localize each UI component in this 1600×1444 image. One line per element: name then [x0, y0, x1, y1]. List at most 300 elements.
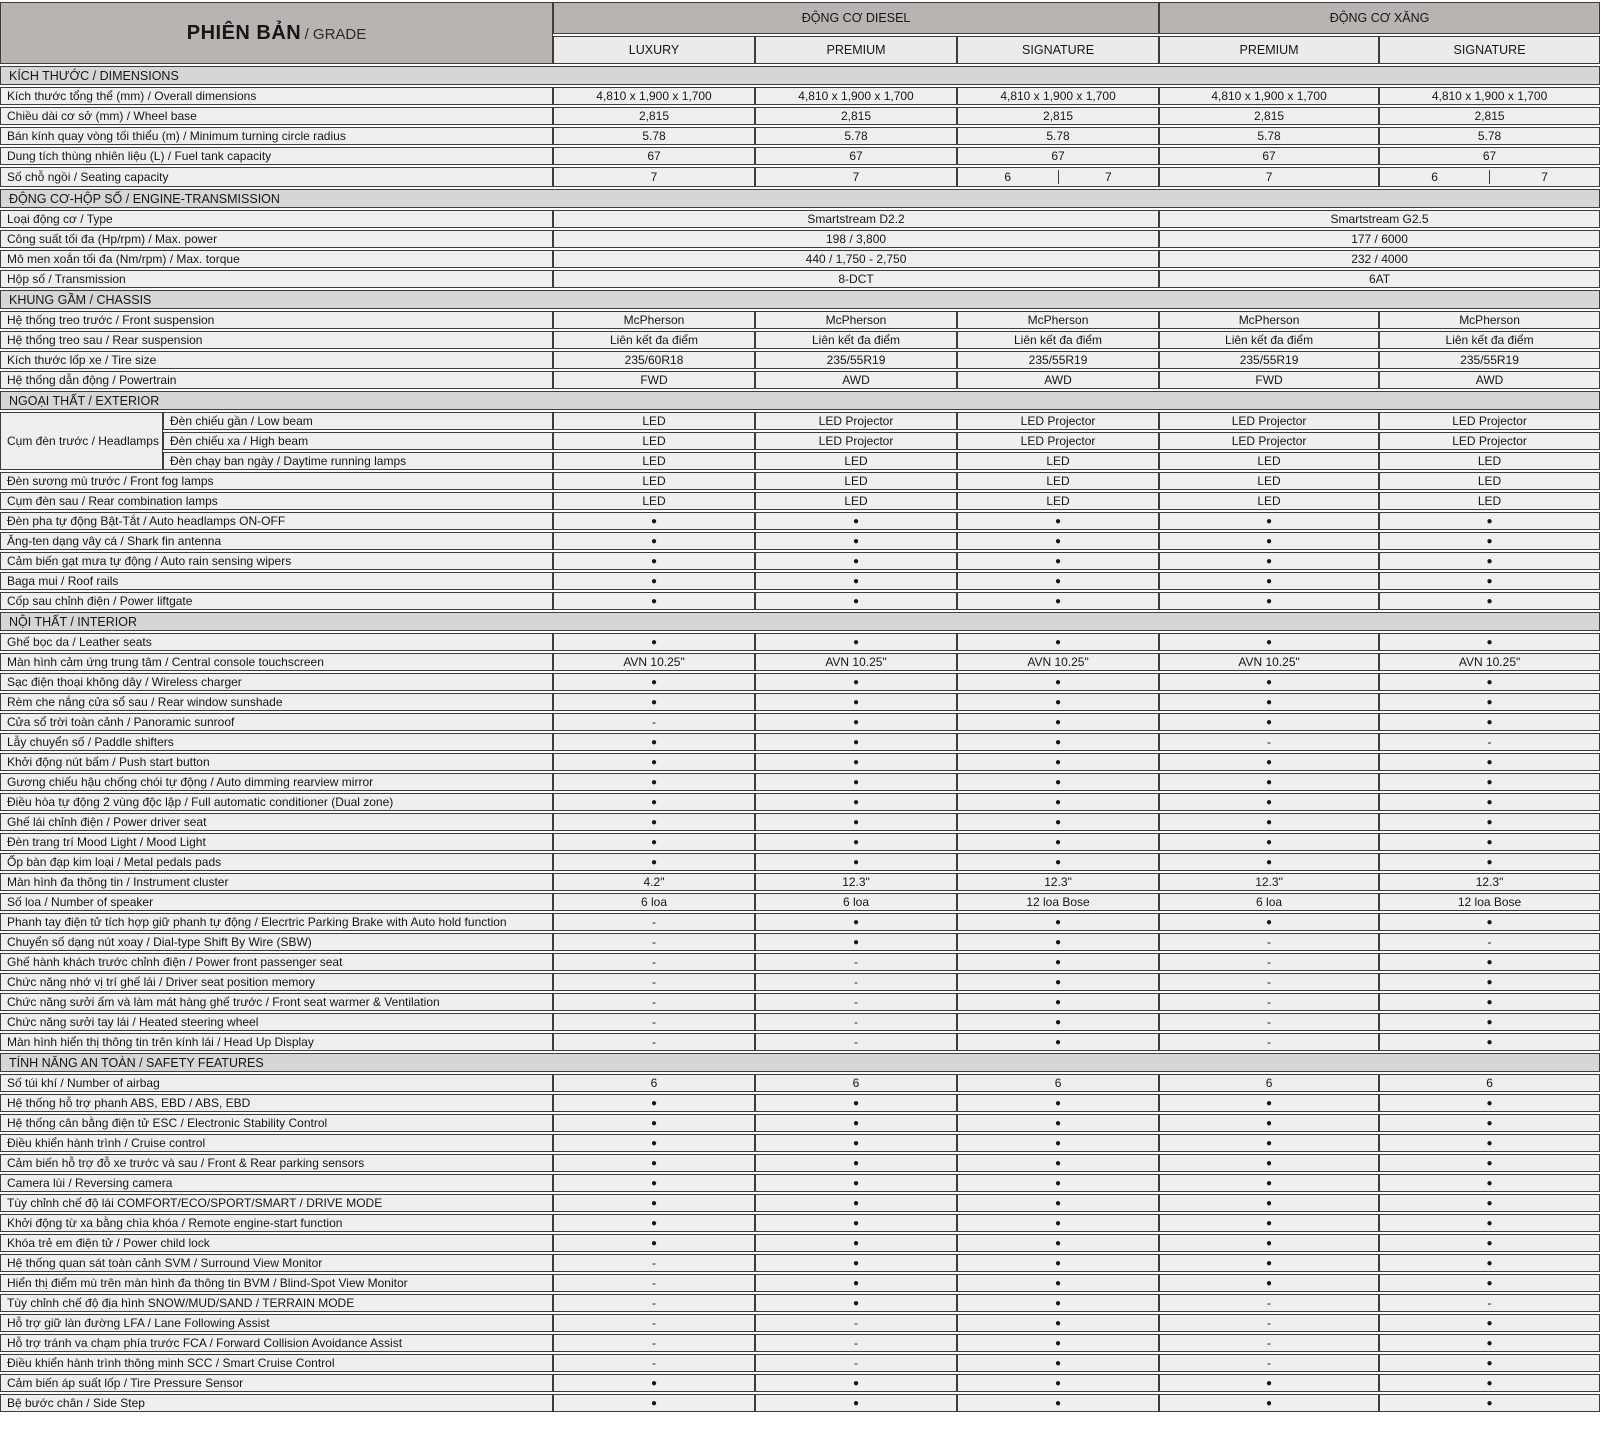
row-label: Hệ thống treo sau / Rear suspension	[0, 331, 553, 349]
value-cell: -	[755, 1354, 957, 1372]
value-cell: ●	[957, 1094, 1159, 1112]
value-cell: ●	[957, 693, 1159, 711]
value-cell: 4,810 x 1,900 x 1,700	[755, 87, 957, 105]
row-label: Hỗ trợ tránh va chạm phía trước FCA / Forward Collision Avoidance Assist	[0, 1334, 553, 1352]
value-cell: ●	[957, 1214, 1159, 1232]
value-cell: -	[553, 973, 755, 991]
spec-row	[0, 1254, 1600, 1272]
column-header-luxury: LUXURY	[553, 36, 755, 64]
value-cell: LED	[755, 492, 957, 510]
value-cell: Liên kết đa điểm	[755, 331, 957, 349]
value-cell: LED	[1379, 452, 1600, 470]
spec-row	[0, 1374, 1600, 1392]
value-cell: ●	[957, 592, 1159, 610]
value-cell: LED Projector	[1379, 432, 1600, 450]
row-label: Tùy chỉnh chế độ lái COMFORT/ECO/SPORT/SMART / DRIVE MODE	[0, 1194, 553, 1212]
row-label: Số chỗ ngồi / Seating capacity	[0, 167, 553, 187]
value-cell: 6	[553, 1074, 755, 1092]
value-cell: ●	[1379, 1194, 1600, 1212]
spec-row	[0, 1013, 1600, 1031]
spec-row	[0, 230, 1600, 248]
value-cell: 6	[957, 1074, 1159, 1092]
spec-row	[0, 1114, 1600, 1132]
value-cell: ●	[553, 1094, 755, 1112]
value-cell: ●	[1379, 973, 1600, 991]
value-cell: ●	[755, 1254, 957, 1272]
value-cell: 4.2"	[553, 873, 755, 891]
spec-row	[0, 1033, 1600, 1051]
value-cell: ●	[1379, 512, 1600, 530]
spec-row	[0, 351, 1600, 369]
value-cell: -	[553, 1254, 755, 1272]
section-header-row	[0, 189, 1600, 208]
value-cell: ●	[553, 693, 755, 711]
value-cell: -	[553, 1274, 755, 1292]
value-cell: 12.3"	[1159, 873, 1379, 891]
value-cell	[957, 167, 1159, 187]
value-cell: 7	[755, 167, 957, 187]
section-header: KÍCH THƯỚC / DIMENSIONS	[0, 66, 1600, 85]
value-cell: LED	[1379, 472, 1600, 490]
value-cell: ●	[957, 1114, 1159, 1132]
value-cell: FWD	[553, 371, 755, 389]
spec-row	[0, 512, 1600, 530]
spec-row	[0, 270, 1600, 288]
spec-row	[0, 167, 1600, 187]
section-header: TÍNH NĂNG AN TOÀN / SAFETY FEATURES	[0, 1053, 1600, 1072]
spec-row	[0, 993, 1600, 1011]
row-label: Khởi động từ xa bằng chìa khóa / Remote engine-start function	[0, 1214, 553, 1232]
row-label: Kích thước tổng thể (mm) / Overall dimensions	[0, 87, 553, 105]
value-cell: LED	[553, 472, 755, 490]
value-cell: ●	[755, 1374, 957, 1392]
spec-row	[0, 633, 1600, 651]
spec-row	[0, 953, 1600, 971]
value-cell: Liên kết đa điểm	[1159, 331, 1379, 349]
value-cell: ●	[1159, 532, 1379, 550]
value-cell: 2,815	[957, 107, 1159, 125]
value-cell: ●	[1159, 773, 1379, 791]
value-cell: ●	[553, 1114, 755, 1132]
spec-row	[0, 147, 1600, 165]
spec-row	[0, 572, 1600, 590]
value-cell: -	[1159, 1354, 1379, 1372]
engine-group-diesel: ĐỘNG CƠ DIESEL	[553, 2, 1159, 34]
value-cell-half: 7	[1058, 170, 1159, 184]
value-cell: ●	[957, 753, 1159, 771]
value-cell: LED	[553, 412, 755, 430]
value-cell: ●	[755, 753, 957, 771]
value-cell: ●	[1159, 793, 1379, 811]
value-cell: ●	[1379, 1013, 1600, 1031]
spec-row	[0, 1394, 1600, 1412]
row-label: Loại động cơ / Type	[0, 210, 553, 228]
value-cell: ●	[553, 853, 755, 871]
value-cell: -	[1159, 1334, 1379, 1352]
value-cell: ●	[957, 512, 1159, 530]
value-cell: ●	[553, 1214, 755, 1232]
value-cell: ●	[1159, 1174, 1379, 1192]
value-cell: ●	[755, 1294, 957, 1312]
value-cell: 67	[553, 147, 755, 165]
value-cell: 232 / 4000	[1159, 250, 1600, 268]
value-cell: ●	[957, 953, 1159, 971]
value-cell: -	[1159, 953, 1379, 971]
value-cell: ●	[1159, 1374, 1379, 1392]
value-cell: ●	[1379, 813, 1600, 831]
value-cell: ●	[553, 1174, 755, 1192]
value-cell: ●	[1159, 1234, 1379, 1252]
row-label: Cảm biến hỗ trợ đỗ xe trước và sau / Front & Rear parking sensors	[0, 1154, 553, 1172]
value-cell: ●	[755, 512, 957, 530]
value-cell: ●	[755, 1134, 957, 1152]
value-cell: -	[1159, 993, 1379, 1011]
spec-row	[0, 127, 1600, 145]
value-cell: 67	[957, 147, 1159, 165]
column-header-signature-diesel: SIGNATURE	[957, 36, 1159, 64]
section-header: KHUNG GẦM / CHASSIS	[0, 290, 1600, 309]
value-cell: LED Projector	[755, 412, 957, 430]
value-cell: ●	[1379, 1394, 1600, 1412]
value-cell: ●	[1379, 913, 1600, 931]
row-label: Tùy chỉnh chế độ địa hình SNOW/MUD/SAND / TERRAIN MODE	[0, 1294, 553, 1312]
spec-row	[0, 793, 1600, 811]
value-cell: -	[755, 1033, 957, 1051]
value-cell: ●	[957, 633, 1159, 651]
value-cell: 440 / 1,750 - 2,750	[553, 250, 1159, 268]
section-header-row	[0, 1053, 1600, 1072]
value-cell: ●	[755, 693, 957, 711]
value-cell: Smartstream G2.5	[1159, 210, 1600, 228]
value-cell: ●	[553, 753, 755, 771]
value-cell: ●	[957, 1013, 1159, 1031]
value-cell: ●	[755, 793, 957, 811]
spec-row	[0, 973, 1600, 991]
value-cell: ●	[957, 1374, 1159, 1392]
value-cell: Liên kết đa điểm	[1379, 331, 1600, 349]
value-cell: ●	[755, 532, 957, 550]
row-label: Kích thước lốp xe / Tire size	[0, 351, 553, 369]
spec-row	[0, 87, 1600, 105]
column-header-premium-petrol: PREMIUM	[1159, 36, 1379, 64]
value-cell: ●	[1159, 512, 1379, 530]
section-header-row	[0, 290, 1600, 309]
value-cell: ●	[553, 1374, 755, 1392]
value-cell: LED Projector	[755, 432, 957, 450]
value-cell: ●	[755, 572, 957, 590]
row-label: Chiều dài cơ sở (mm) / Wheel base	[0, 107, 553, 125]
value-cell: ●	[1159, 1214, 1379, 1232]
value-cell: ●	[1159, 913, 1379, 931]
value-cell: Liên kết đa điểm	[553, 331, 755, 349]
section-header: NGOẠI THẤT / EXTERIOR	[0, 391, 1600, 410]
value-cell: 177 / 6000	[1159, 230, 1600, 248]
value-cell: 2,815	[755, 107, 957, 125]
value-cell: AVN 10.25"	[755, 653, 957, 671]
row-label: Ghế bọc da / Leather seats	[0, 633, 553, 651]
value-cell: ●	[1159, 1394, 1379, 1412]
value-cell: ●	[553, 1194, 755, 1212]
row-label: Chức năng nhớ vị trí ghế lái / Driver seat position memory	[0, 973, 553, 991]
value-cell: ●	[1159, 1194, 1379, 1212]
value-cell: ●	[1379, 773, 1600, 791]
value-cell: -	[1159, 933, 1379, 951]
value-cell-half: 6	[1004, 170, 1012, 184]
value-cell: 67	[1379, 147, 1600, 165]
section-header-row	[0, 612, 1600, 631]
row-label: Ghế hành khách trước chỉnh điện / Power front passenger seat	[0, 953, 553, 971]
spec-row	[0, 1094, 1600, 1112]
spec-row	[0, 1354, 1600, 1372]
value-cell: -	[755, 1013, 957, 1031]
column-header-premium-diesel: PREMIUM	[755, 36, 957, 64]
value-cell: 8-DCT	[553, 270, 1159, 288]
value-cell: -	[1379, 1294, 1600, 1312]
row-label: Chuyển số dạng nút xoay / Dial-type Shift By Wire (SBW)	[0, 933, 553, 951]
spec-row	[0, 673, 1600, 691]
value-cell: 235/55R19	[1159, 351, 1379, 369]
value-cell: ●	[957, 1394, 1159, 1412]
row-label: Khóa trẻ em điện tử / Power child lock	[0, 1234, 553, 1252]
row-label: Cửa sổ trời toàn cảnh / Panoramic sunroof	[0, 713, 553, 731]
row-label: Sạc điện thoại không dây / Wireless charger	[0, 673, 553, 691]
value-cell: -	[1159, 1013, 1379, 1031]
row-label: Số loa / Number of speaker	[0, 893, 553, 911]
value-cell: ●	[755, 552, 957, 570]
value-cell: ●	[1159, 813, 1379, 831]
grade-header	[0, 2, 553, 64]
value-cell: ●	[755, 1154, 957, 1172]
value-cell: 12.3"	[755, 873, 957, 891]
spec-row	[0, 452, 1600, 470]
spec-row	[0, 472, 1600, 490]
value-cell: ●	[1379, 833, 1600, 851]
value-cell: LED	[553, 492, 755, 510]
value-cell: -	[553, 1334, 755, 1352]
value-cell: ●	[755, 633, 957, 651]
grade-subtitle: / GRADE	[304, 25, 367, 43]
value-cell: 7	[553, 167, 755, 187]
spec-row	[0, 1074, 1600, 1092]
value-cell: AVN 10.25"	[1159, 653, 1379, 671]
value-cell: 6 loa	[755, 893, 957, 911]
spec-row	[0, 552, 1600, 570]
value-cell: -	[553, 913, 755, 931]
row-label: Hệ thống cân bằng điện tử ESC / Electronic Stability Control	[0, 1114, 553, 1132]
spec-row	[0, 311, 1600, 329]
value-cell: LED	[957, 472, 1159, 490]
spec-row	[0, 873, 1600, 891]
value-cell: AWD	[755, 371, 957, 389]
value-cell: LED	[1159, 452, 1379, 470]
value-cell: LED	[957, 492, 1159, 510]
value-cell: ●	[553, 673, 755, 691]
row-label: Gương chiếu hậu chống chói tự động / Auto dimming rearview mirror	[0, 773, 553, 791]
value-cell: 4,810 x 1,900 x 1,700	[957, 87, 1159, 105]
value-cell: ●	[1379, 592, 1600, 610]
value-cell: 6 loa	[553, 893, 755, 911]
value-cell: 235/55R19	[1379, 351, 1600, 369]
value-cell: ●	[755, 813, 957, 831]
spec-row	[0, 653, 1600, 671]
value-cell: LED	[1159, 472, 1379, 490]
row-label: Màn hình hiển thị thông tin trên kính lái / Head Up Display	[0, 1033, 553, 1051]
row-label: Hệ thống treo trước / Front suspension	[0, 311, 553, 329]
row-label: Chức năng sưởi ấm và làm mát hàng ghế trước / Front seat warmer & Ventilation	[0, 993, 553, 1011]
value-cell-half: 7	[1489, 170, 1599, 184]
value-cell: ●	[755, 773, 957, 791]
value-cell: ●	[957, 572, 1159, 590]
value-cell: -	[553, 713, 755, 731]
value-cell: -	[1379, 733, 1600, 751]
value-cell: ●	[1379, 572, 1600, 590]
value-cell: ●	[553, 532, 755, 550]
value-cell: ●	[1159, 1114, 1379, 1132]
value-cell: -	[755, 993, 957, 1011]
value-cell: ●	[755, 833, 957, 851]
spec-row	[0, 1154, 1600, 1172]
row-label: Đèn chiếu gần / Low beam	[163, 412, 553, 430]
value-cell: ●	[1379, 1114, 1600, 1132]
value-cell: ●	[1379, 532, 1600, 550]
value-cell: ●	[957, 1033, 1159, 1051]
value-cell: ●	[553, 793, 755, 811]
row-label: Rèm che nắng cửa sổ sau / Rear window sunshade	[0, 693, 553, 711]
value-cell: LED Projector	[1159, 412, 1379, 430]
row-label: Hệ thống hỗ trợ phanh ABS, EBD / ABS, EBD	[0, 1094, 553, 1112]
spec-row	[0, 713, 1600, 731]
value-cell: AWD	[957, 371, 1159, 389]
row-label: Chức năng sưởi tay lái / Heated steering wheel	[0, 1013, 553, 1031]
value-cell: ●	[553, 833, 755, 851]
value-cell: ●	[1159, 592, 1379, 610]
value-cell: AVN 10.25"	[1379, 653, 1600, 671]
spec-row	[0, 412, 1600, 430]
value-cell: ●	[957, 1154, 1159, 1172]
spec-row	[0, 371, 1600, 389]
value-cell: -	[1159, 733, 1379, 751]
value-cell: LED	[553, 432, 755, 450]
value-cell: ●	[553, 572, 755, 590]
value-cell: ●	[553, 733, 755, 751]
spec-row	[0, 432, 1600, 450]
value-cell: ●	[1159, 1254, 1379, 1272]
value-cell: ●	[1379, 1374, 1600, 1392]
spec-row	[0, 753, 1600, 771]
value-cell: ●	[1379, 753, 1600, 771]
spec-row	[0, 773, 1600, 791]
value-cell: ●	[957, 1254, 1159, 1272]
value-cell: -	[1159, 973, 1379, 991]
row-label: Bệ bước chân / Side Step	[0, 1394, 553, 1412]
value-cell: ●	[1379, 993, 1600, 1011]
value-cell: ●	[1379, 1033, 1600, 1051]
grade-title: PHIÊN BẢN	[186, 21, 302, 44]
value-cell: ●	[1159, 713, 1379, 731]
value-cell: ●	[755, 853, 957, 871]
value-cell: 6	[755, 1074, 957, 1092]
value-cell: ●	[1379, 713, 1600, 731]
value-cell: 198 / 3,800	[553, 230, 1159, 248]
value-cell: ●	[1159, 633, 1379, 651]
value-cell: 6	[1379, 1074, 1600, 1092]
value-cell: ●	[755, 1274, 957, 1292]
row-label: Đèn sương mù trước / Front fog lamps	[0, 472, 553, 490]
value-cell: 235/60R18	[553, 351, 755, 369]
row-label: Ăng-ten dạng vây cá / Shark fin antenna	[0, 532, 553, 550]
value-cell: -	[1159, 1033, 1379, 1051]
spec-row	[0, 733, 1600, 751]
value-cell: 2,815	[1379, 107, 1600, 125]
value-cell: ●	[553, 813, 755, 831]
value-cell: -	[755, 973, 957, 991]
value-cell: ●	[1379, 1274, 1600, 1292]
value-cell: ●	[755, 913, 957, 931]
row-label: Phanh tay điện tử tích hợp giữ phanh tự động / Elecrtric Parking Brake with Auto hold function	[0, 913, 553, 931]
row-label: Cốp sau chỉnh điện / Power liftgate	[0, 592, 553, 610]
value-cell: ●	[1379, 1134, 1600, 1152]
row-label: Màn hình đa thông tin / Instrument cluster	[0, 873, 553, 891]
value-cell: McPherson	[755, 311, 957, 329]
value-cell: ●	[1379, 1334, 1600, 1352]
section-header: NỘI THẤT / INTERIOR	[0, 612, 1600, 631]
value-cell: 4,810 x 1,900 x 1,700	[1379, 87, 1600, 105]
value-cell: ●	[957, 1294, 1159, 1312]
value-cell: ●	[957, 673, 1159, 691]
value-cell: 2,815	[1159, 107, 1379, 125]
value-cell: -	[553, 993, 755, 1011]
value-cell: LED	[957, 452, 1159, 470]
value-cell: ●	[957, 993, 1159, 1011]
spec-row	[0, 1174, 1600, 1192]
value-cell: 5.78	[957, 127, 1159, 145]
value-cell: 12 loa Bose	[957, 893, 1159, 911]
value-cell	[1379, 167, 1600, 187]
value-cell: -	[553, 1294, 755, 1312]
value-cell: ●	[1159, 1134, 1379, 1152]
spec-row	[0, 107, 1600, 125]
value-cell: -	[1379, 933, 1600, 951]
value-cell: AVN 10.25"	[957, 653, 1159, 671]
value-cell: ●	[755, 1094, 957, 1112]
row-label: Điều khiển hành trình / Cruise control	[0, 1134, 553, 1152]
value-cell: ●	[755, 1194, 957, 1212]
row-label: Điều khiển hành trình thông minh SCC / Smart Cruise Control	[0, 1354, 553, 1372]
value-cell: ●	[957, 1314, 1159, 1332]
value-cell: 6	[1159, 1074, 1379, 1092]
value-cell: ●	[1379, 1314, 1600, 1332]
value-cell: McPherson	[553, 311, 755, 329]
value-cell: ●	[755, 673, 957, 691]
value-cell: McPherson	[1379, 311, 1600, 329]
value-cell: ●	[755, 1174, 957, 1192]
value-cell: ●	[1379, 693, 1600, 711]
value-cell: 6 loa	[1159, 893, 1379, 911]
value-cell: ●	[553, 1154, 755, 1172]
value-cell: ●	[1159, 552, 1379, 570]
value-cell: 12 loa Bose	[1379, 893, 1600, 911]
value-cell: ●	[755, 713, 957, 731]
value-cell: 2,815	[553, 107, 755, 125]
row-label: Dung tích thùng nhiên liệu (L) / Fuel tank capacity	[0, 147, 553, 165]
value-cell: ●	[553, 512, 755, 530]
value-cell: AWD	[1379, 371, 1600, 389]
value-cell: ●	[1379, 1354, 1600, 1372]
spec-row	[0, 853, 1600, 871]
spec-row	[0, 532, 1600, 550]
value-cell: ●	[957, 793, 1159, 811]
value-cell: ●	[1159, 1154, 1379, 1172]
